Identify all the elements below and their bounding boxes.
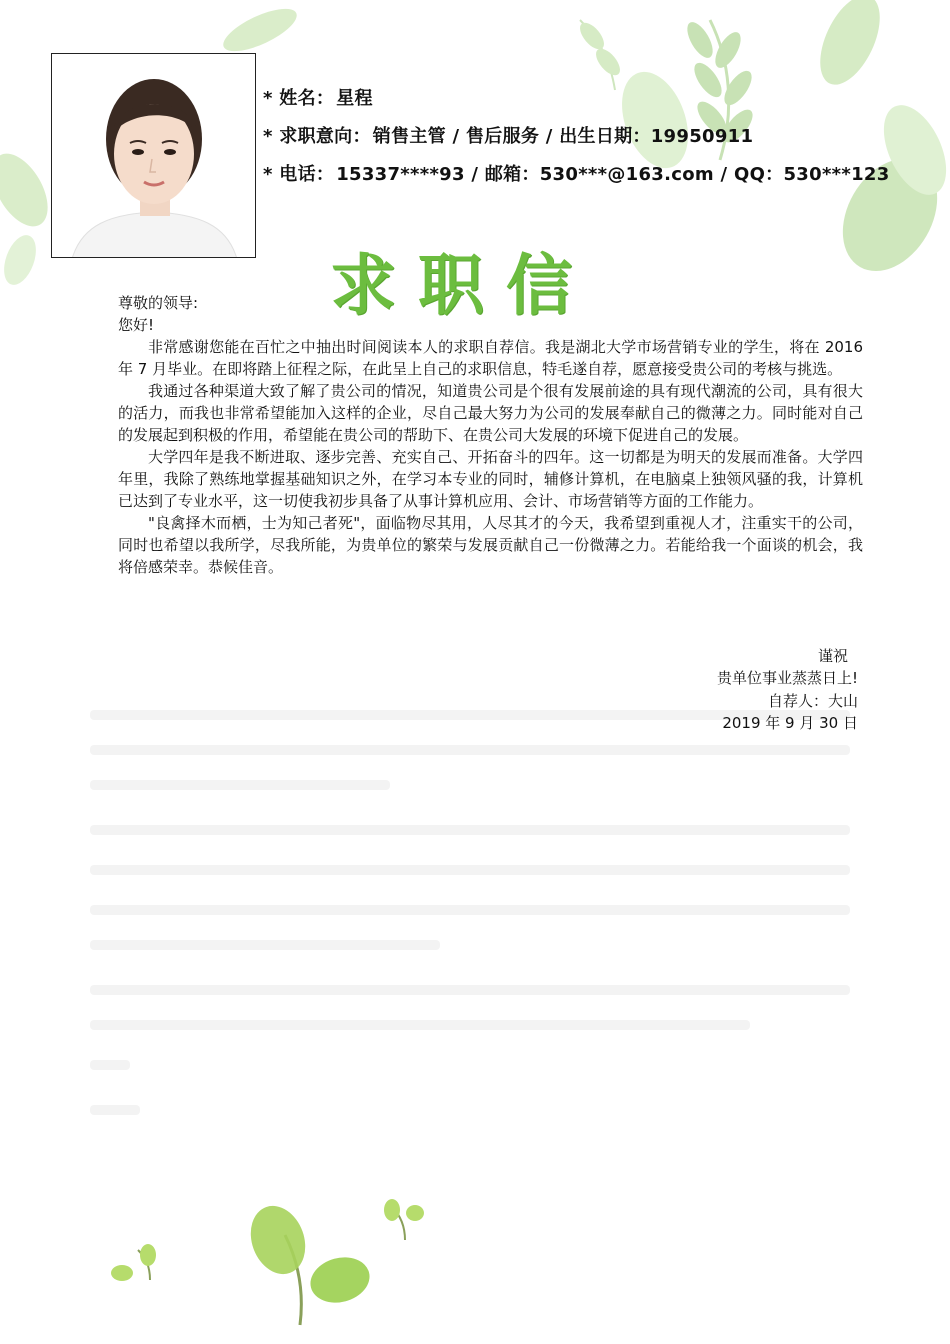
closing-regards: 谨祝 [817,647,848,665]
ghost-line [90,1060,130,1070]
greeting: 您好! [118,316,155,334]
ghost-line [90,745,850,755]
paragraph: 非常感谢您能在百忙之中抽出时间阅读本人的求职自荐信。我是湖北大学市场营销专业的学生，将在 2016 年 7 月毕业。在即将踏上征程之际，在此呈上自己的求职信息，特毛遂自荐，愿意接受贵公司的考核与挑选。 [118,338,863,378]
ghost-line [90,1105,140,1115]
paragraph: "良禽择木而栖，士为知己者死"，面临物尽其用，人尽其才的今天，我希望到重视人才，注重实干的公司，同时也希望以我所学，尽我所能，为贵单位的繁荣与发展贡献自己一份微薄之力。若能给我一个面谈的机会，我将倍感荣幸。恭候佳音。 [118,514,863,576]
ghost-line [90,985,850,995]
phone-label: * 电话： [263,164,335,185]
ghost-line [90,825,850,835]
letter-date: 2019 年 9 月 30 日 [722,714,858,732]
birth-label: 出生日期： [559,126,651,147]
page-title: 求职信 [330,247,594,324]
leaf-decoration-top-center [200,0,320,60]
ghost-line [90,905,850,915]
ghost-line [90,865,850,875]
name-line [263,84,373,110]
closing-wish: 贵单位事业蒸蒸日上! [716,669,858,687]
ghost-line [90,1020,750,1030]
portrait-image [52,54,256,258]
paragraph: 我通过各种渠道大致了解了贵公司的情况，知道贵公司是个很有发展前途的具有现代潮流的公司，具有很大的活力，而我也非常希望能加入这样的企业，尽自己最大努力为公司的发展奉献自己的微薄之力。同时能对自己的发展起到积极的作用，希望能在贵公司的帮助下、在贵公司大发展的环境下促进自己的发展。 [118,382,863,444]
qq-label: QQ： [733,164,784,185]
ghost-line [90,940,440,950]
profile-photo [51,53,256,258]
separator: / [539,126,560,147]
separator: / [464,164,485,185]
ghost-line [90,780,390,790]
name-label: * 姓名： [263,88,335,109]
contact-line [263,160,890,186]
intent-line [263,122,753,148]
intent-value: 销售主管 / 售后服务 [372,126,540,147]
paragraph: 大学四年是我不断进取、逐步完善、充实自己、开拓奋斗的四年。这一切都是为明天的发展而准备。大学四年里，我除了熟练地掌握基础知识之外，在学习本专业的同时，辅修计算机，在电脑桌上独领风骚的我，计算机已达到了专业水平，这一切使我初步具备了从事计算机应用、会计、市场营销等方面的工作能力。 [118,448,863,510]
sprout-decoration-bottom [100,1195,460,1335]
birth-value: 19950911 [650,126,754,147]
letter-body [118,292,863,578]
intent-label: * 求职意向： [263,126,371,147]
name-value: 星程 [336,88,373,109]
qq-value: 530***123 [783,164,890,185]
phone-value: 15337****93 [336,164,465,185]
signer: 自荐人：大山 [767,692,858,710]
email-value: 530***@163.com [539,164,714,185]
salutation: 尊敬的领导: [118,294,199,312]
email-label: 邮箱： [484,164,540,185]
separator: / [713,164,734,185]
